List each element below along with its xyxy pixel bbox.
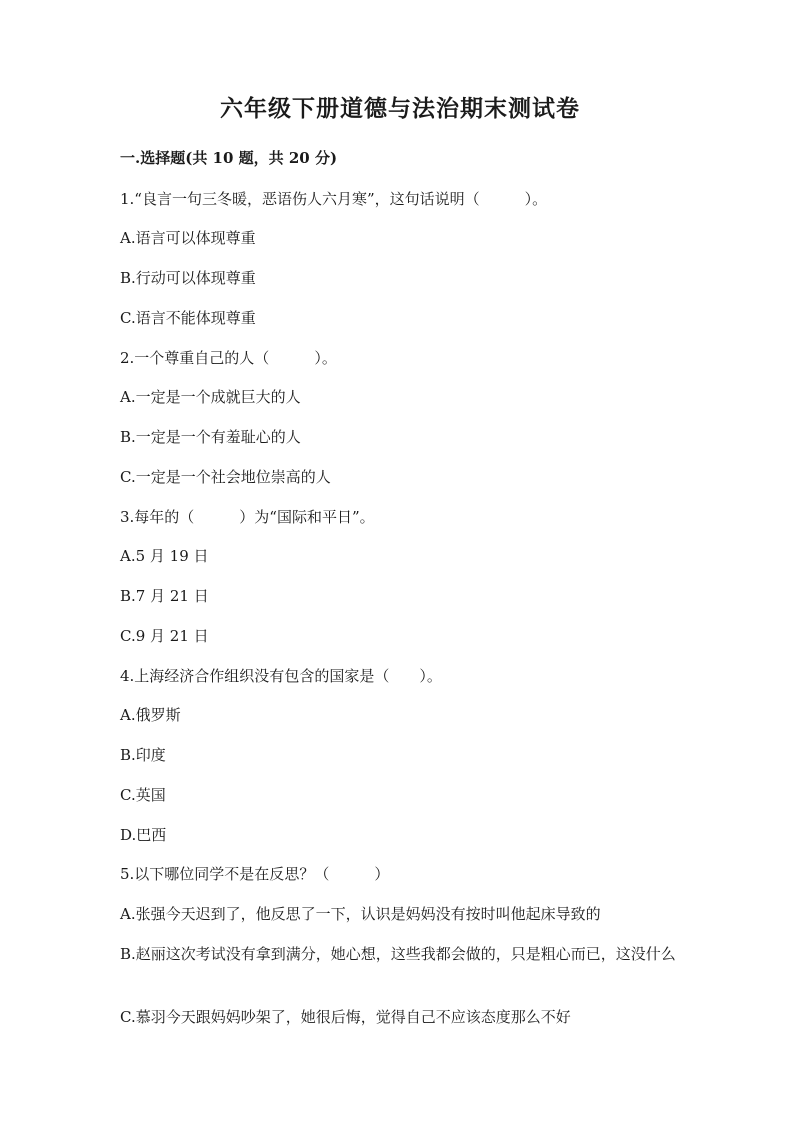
exam-title: 六年级下册道德与法治期末测试卷 bbox=[220, 95, 580, 122]
section-heading: 一.选择题(共 10 题，共 20 分) bbox=[120, 149, 338, 167]
question-3-option-b: B.7 月 21 日 bbox=[120, 587, 209, 605]
question-5-stem: 5.以下哪位同学不是在反思？（ ） bbox=[120, 865, 390, 883]
question-3-stem: 3.每年的（ ）为“国际和平日”。 bbox=[120, 508, 375, 526]
question-5-option-a: A.张强今天迟到了，他反思了一下，认识是妈妈没有按时叫他起床导致的 bbox=[120, 905, 601, 923]
question-1-option-c: C.语言不能体现尊重 bbox=[120, 309, 256, 327]
question-2-option-a: A.一定是一个成就巨大的人 bbox=[120, 388, 301, 406]
question-4-stem: 4.上海经济合作组织没有包含的国家是（ ）。 bbox=[120, 667, 442, 685]
question-4-option-d: D.巴西 bbox=[120, 826, 167, 844]
question-1-stem: 1.“良言一句三冬暖，恶语伤人六月寒”，这句话说明（ ）。 bbox=[120, 190, 548, 208]
question-3-option-c: C.9 月 21 日 bbox=[120, 627, 209, 645]
question-1-option-a: A.语言可以体现尊重 bbox=[120, 229, 256, 247]
question-4-option-c: C.英国 bbox=[120, 786, 166, 804]
question-2-stem: 2.一个尊重自己的人（ ）。 bbox=[120, 349, 337, 367]
question-2-option-c: C.一定是一个社会地位崇高的人 bbox=[120, 468, 331, 486]
question-5-option-c: C.慕羽今天跟妈妈吵架了，她很后悔，觉得自己不应该态度那么不好 bbox=[120, 1008, 571, 1026]
question-2-option-b: B.一定是一个有羞耻心的人 bbox=[120, 428, 301, 446]
question-5-option-b: B.赵丽这次考试没有拿到满分，她心想，这些我都会做的，只是粗心而已，这没什么 bbox=[120, 945, 676, 963]
question-3-option-a: A.5 月 19 日 bbox=[120, 547, 209, 565]
question-1-option-b: B.行动可以体现尊重 bbox=[120, 269, 256, 287]
question-4-option-b: B.印度 bbox=[120, 746, 166, 764]
question-4-option-a: A.俄罗斯 bbox=[120, 706, 181, 724]
